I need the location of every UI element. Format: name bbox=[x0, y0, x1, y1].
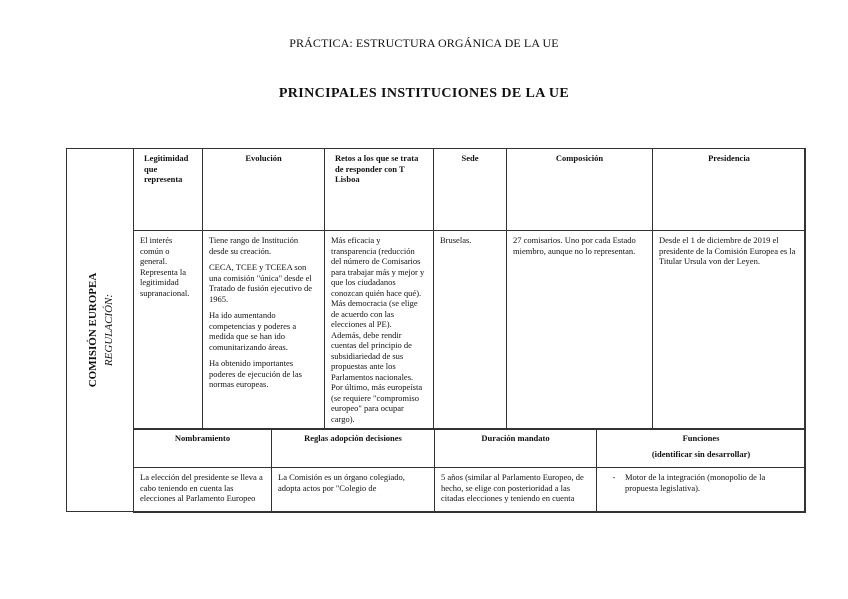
cell-nombramiento: La elección del presidente se lleva a cabo teniendo en cuenta las elecciones al Parlamento Europeo bbox=[134, 468, 272, 513]
header-retos bbox=[325, 149, 434, 231]
document-header: PRÁCTICA: ESTRUCTURA ORGÁNICA DE LA UE bbox=[289, 36, 559, 50]
header-funciones bbox=[597, 429, 806, 468]
cell-reglas: La Comisión es un órgano colegiado, adopta actos por "Colegio de bbox=[272, 468, 435, 513]
funciones-item-text: Motor de la integración (monopolio de la propuesta legislativa). bbox=[625, 472, 766, 493]
header-evolucion: Evolución bbox=[203, 149, 325, 231]
cell-funciones bbox=[597, 468, 806, 513]
header-reglas: Reglas adopción decisiones bbox=[272, 429, 435, 468]
evolucion-paragraph: Ha obtenido importantes poderes de ejecución de las normas europeas. bbox=[209, 358, 302, 389]
evolucion-paragraph: CECA, TCEE y TCEEA son una comisión "única" desde el Tratado de fusión ejecutivo de 1965. bbox=[209, 262, 313, 304]
retos-paragraph: Más democracia (se elige de acuerdo con las elecciones al PE). bbox=[331, 298, 418, 329]
header-funciones-title: Funciones bbox=[682, 433, 720, 443]
institution-role: REGULACIÓN: bbox=[103, 293, 115, 367]
cell-presidencia: Desde el 1 de diciembre de 2019 el presidente de la Comisión Europea es la Titular Ursula von der Leyen. bbox=[653, 231, 806, 430]
document-title: PRINCIPALES INSTITUCIONES DE LA UE bbox=[278, 86, 570, 101]
header-legitimidad-line: Legitimidad bbox=[144, 153, 189, 163]
header-duracion: Duración mandato bbox=[435, 429, 597, 468]
funciones-list-item bbox=[603, 472, 799, 493]
retos-paragraph: Por último, más europeísta (se requiere "compromiso europeo" para ocupar cargo). bbox=[331, 382, 423, 424]
evolucion-paragraph: Ha ido aumentando competencias y poderes a medida que se han ido comunitarizando áreas. bbox=[209, 310, 297, 352]
cell-evolucion bbox=[203, 231, 325, 430]
cell-composicion: 27 comisarios. Uno por cada Estado miembro, aunque no lo representan. bbox=[507, 231, 653, 430]
bullet-dash-icon: - bbox=[612, 472, 616, 482]
header-legitimidad bbox=[134, 149, 203, 231]
institution-name: COMISIÓN EUROPEA bbox=[87, 272, 99, 388]
header-retos-line: Lisboa bbox=[335, 174, 360, 184]
header-composicion: Composición bbox=[507, 149, 653, 231]
cell-retos bbox=[325, 231, 434, 430]
institution-side-label bbox=[67, 149, 134, 511]
cell-duracion: 5 años (similar al Parlamento Europeo, de hecho, se elige con posterioridad a las citadas elecciones y teniendo en cuenta bbox=[435, 468, 597, 513]
header-legitimidad-line: representa bbox=[144, 174, 183, 184]
header-legitimidad-line: que bbox=[144, 163, 158, 174]
institution-table-secondary bbox=[133, 428, 806, 513]
header-retos-line: Retos a los que se trata bbox=[335, 153, 419, 163]
header-retos-line: de responder con T bbox=[335, 163, 405, 174]
evolucion-paragraph: Tiene rango de Institución desde su creación. bbox=[209, 235, 299, 256]
institution-table-main bbox=[133, 148, 806, 430]
retos-paragraph: Más eficacia y transparencia (reducción del número de Comisarios para trabajar más y mejor y que los ciudadanos conozcan quién hace qué). bbox=[331, 235, 425, 298]
header-sede: Sede bbox=[434, 149, 507, 231]
header-nombramiento: Nombramiento bbox=[134, 429, 272, 468]
retos-paragraph: Además, debe rendir cuentas del principio de subsidiariedad de sus propuestas ante los Parlamentos nacionales. bbox=[331, 329, 414, 382]
cell-sede: Bruselas. bbox=[434, 231, 507, 430]
header-funciones-note: (identificar sin desarrollar) bbox=[651, 448, 751, 459]
cell-legitimidad: El interés común o general. Representa la legitimidad supranacional. bbox=[134, 231, 203, 430]
header-presidencia: Presidencia bbox=[653, 149, 806, 231]
